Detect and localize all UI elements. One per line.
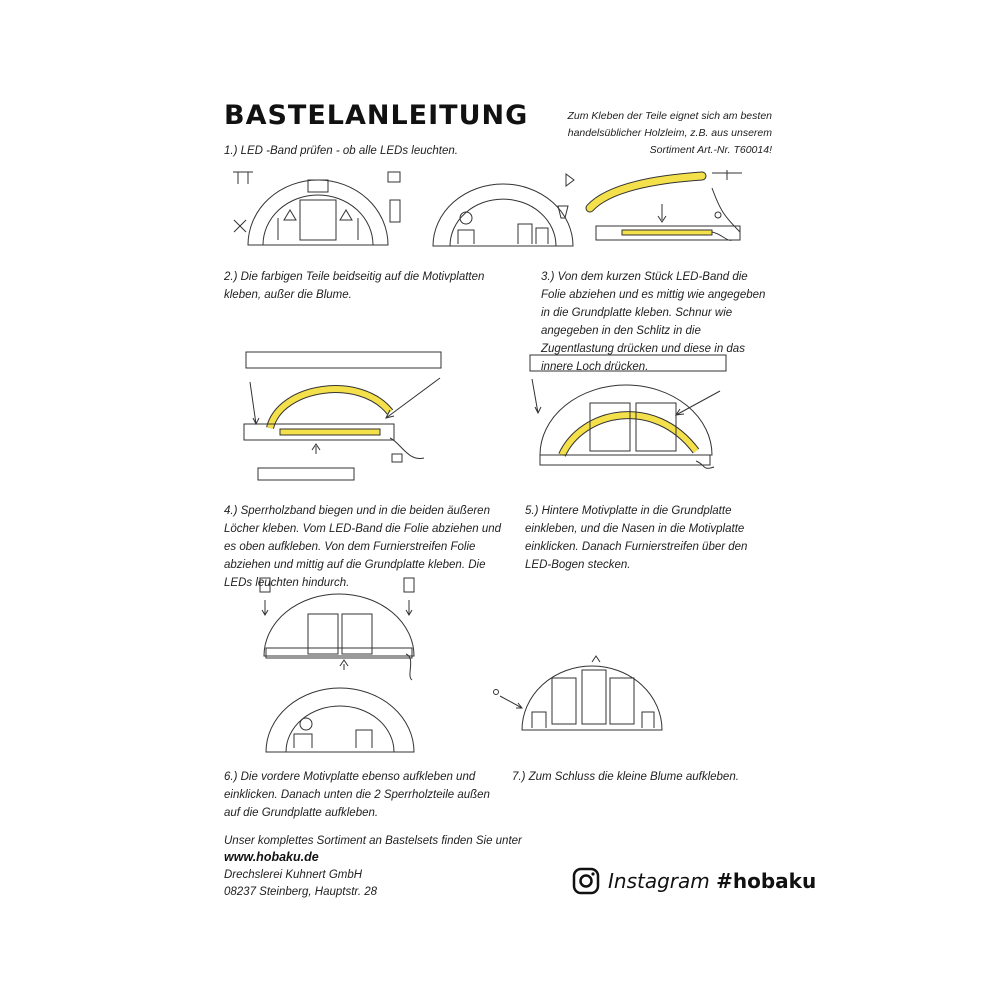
step-7-finished-arch-illustration (492, 650, 672, 738)
company-name: Drechslerei Kuhnert GmbH (224, 869, 363, 881)
step-1-front-plate-illustration (228, 160, 408, 250)
step-3-text: 3.) Von dem kurzen Stück LED-Band die Folie abziehen und es mittig wie angegeben in die Grundplatte kleben. Schnur wie angegeben in den Schlitz in die Zugentlastung drücken und diese in das innere Loch drücken. (541, 271, 766, 373)
step-1-back-plate-illustration (418, 166, 588, 250)
page-title: BASTELANLEITUNG (224, 100, 529, 131)
step-7-text: 7.) Zum Schluss die kleine Blume aufkleben. (512, 771, 739, 783)
instagram-icon (572, 867, 600, 895)
footer-intro: Unser komplettes Sortiment an Bastelsets finden Sie unter (224, 835, 522, 847)
step-4-text: 4.) Sperrholzband biegen und in die beiden äußeren Löcher kleben. Vom LED-Band die Folie abziehen und es oben aufkleben. Von dem Furnierstreifen Folie abziehen und mittig auf die Grundplatte kleben. Die LEDs leuchten hindurch. (224, 505, 502, 589)
instagram-hashtag: #hobaku (716, 869, 817, 893)
step-2-text: 2.) Die farbigen Teile beidseitig auf die Motivplatten kleben, außer die Blume. (224, 271, 485, 301)
company-address: 08237 Steinberg, Hauptstr. 28 (224, 886, 378, 898)
step-6-front-plate-illustration (256, 578, 426, 758)
step-5-text: 5.) Hintere Motivplatte in die Grundplatte einkleben, und die Nasen in die Motivplatte einklicken. Danach Furnierstreifen über den LED-Bogen stecken. (525, 505, 748, 571)
step-6-text: 6.) Die vordere Motivplatte ebenso aufkleben und einklicken. Danach unten die 2 Sperrholzteile außen auf die Grundplatte aufkleben. (224, 771, 490, 819)
step-1-text: 1.) LED -Band prüfen - ob alle LEDs leuchten. (224, 145, 458, 157)
instagram-label: Instagram (608, 869, 710, 893)
instagram-handle[interactable] (572, 866, 816, 896)
step-3-assembly-illustration (526, 355, 732, 473)
step-3-base-plate-illustration (240, 352, 450, 484)
step-1-led-strip-illustration (582, 170, 762, 250)
glue-tip: Zum Kleben der Teile eignet sich am besten handelsüblicher Holzleim, z.B. aus unserem Sortiment Art.-Nr. T60014! (567, 110, 772, 156)
website-link[interactable]: www.hobaku.de (224, 850, 319, 864)
